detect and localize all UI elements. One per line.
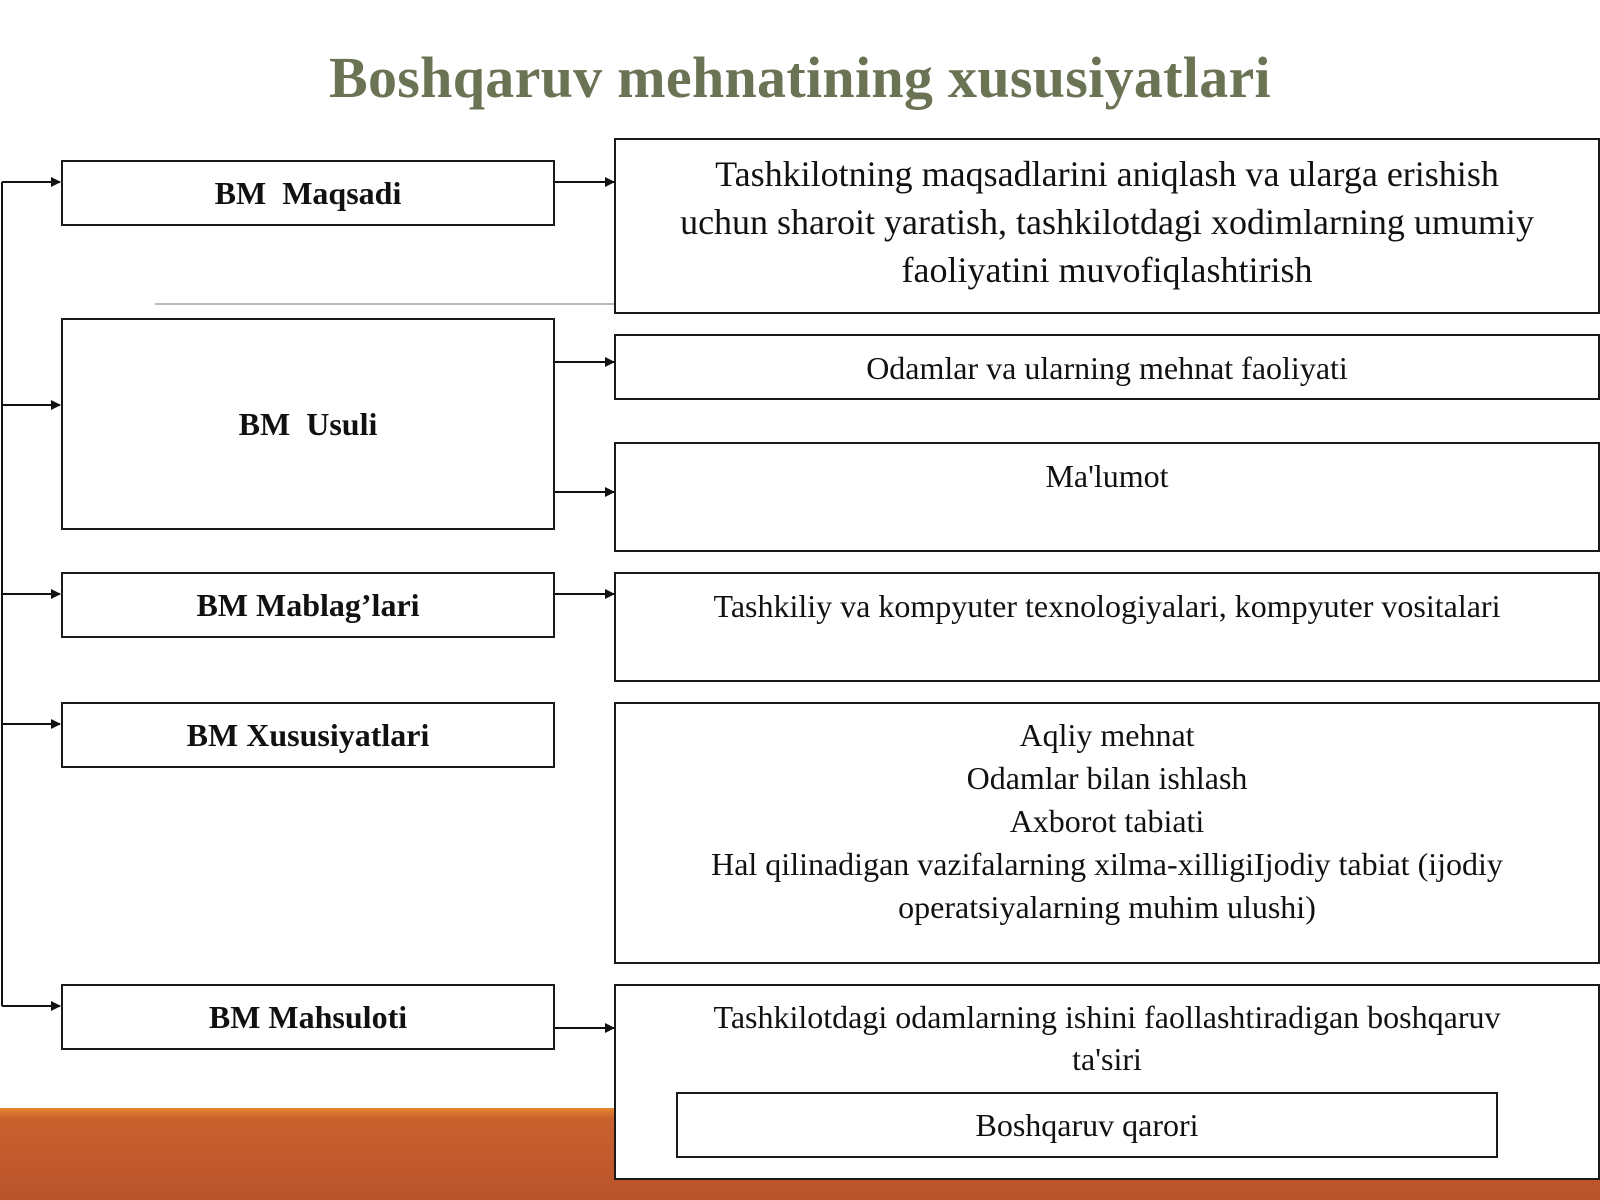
box-bm-usuli-label: BM Usuli <box>238 405 378 442</box>
maqsadi-description-line: uchun sharoit yaratish, tashkilotdagi xodimlarning umumiy <box>680 202 1534 242</box>
box-usuli-malumot <box>614 442 1600 552</box>
box-bm-usuli <box>61 318 555 530</box>
box-maqsadi-description <box>614 138 1600 314</box>
box-bm-xususiyatlari <box>61 702 555 768</box>
box-boshqaruv-qarori <box>676 1092 1498 1158</box>
maqsadi-description-line: Tashkilotning maqsadlarini aniqlash va ularga erishish <box>715 154 1499 194</box>
box-bm-mablaglari-label: BM Mablag’lari <box>196 586 420 623</box>
usuli-malumot-text: Ma'lumot <box>1045 458 1169 494</box>
page-title: Boshqaruv mehnatining xususiyatlari <box>329 45 1271 110</box>
xususiyatlari-item: Hal qilinadigan vazifalarning xilma-xilligiIjodiy tabiat (ijodiy <box>711 846 1503 882</box>
box-usuli-odamlar <box>614 334 1600 400</box>
box-bm-mahsuloti-label: BM Mahsuloti <box>208 998 408 1035</box>
box-mablaglari-description <box>614 572 1600 682</box>
box-bm-mablaglari <box>61 572 555 638</box>
xususiyatlari-item: Aqliy mehnat <box>1019 717 1195 753</box>
mahsuloti-description-line: ta'siri <box>1072 1041 1142 1077</box>
xususiyatlari-item: Axborot tabiati <box>1009 803 1205 839</box>
mahsuloti-description-line: Tashkilotdagi odamlarning ishini faollashtiradigan boshqaruv <box>713 999 1501 1035</box>
mablaglari-description-text: Tashkiliy va kompyuter texnologiyalari, kompyuter vositalari <box>713 588 1501 624</box>
box-bm-xususiyatlari-label: BM Xususiyatlari <box>186 716 430 753</box>
box-xususiyatlari-description <box>614 702 1600 964</box>
xususiyatlari-item: operatsiyalarning muhim ulushi) <box>898 889 1316 925</box>
boshqaruv-qarori-label: Boshqaruv qarori <box>975 1106 1199 1143</box>
maqsadi-description-line: faoliyatini muvofiqlashtirish <box>901 250 1313 290</box>
box-bm-mahsuloti <box>61 984 555 1050</box>
xususiyatlari-item: Odamlar bilan ishlash <box>966 760 1248 796</box>
box-bm-maqsadi <box>61 160 555 226</box>
box-bm-maqsadi-label: BM Maqsadi <box>214 174 402 211</box>
usuli-odamlar-text: Odamlar va ularning mehnat faoliyati <box>866 350 1348 386</box>
